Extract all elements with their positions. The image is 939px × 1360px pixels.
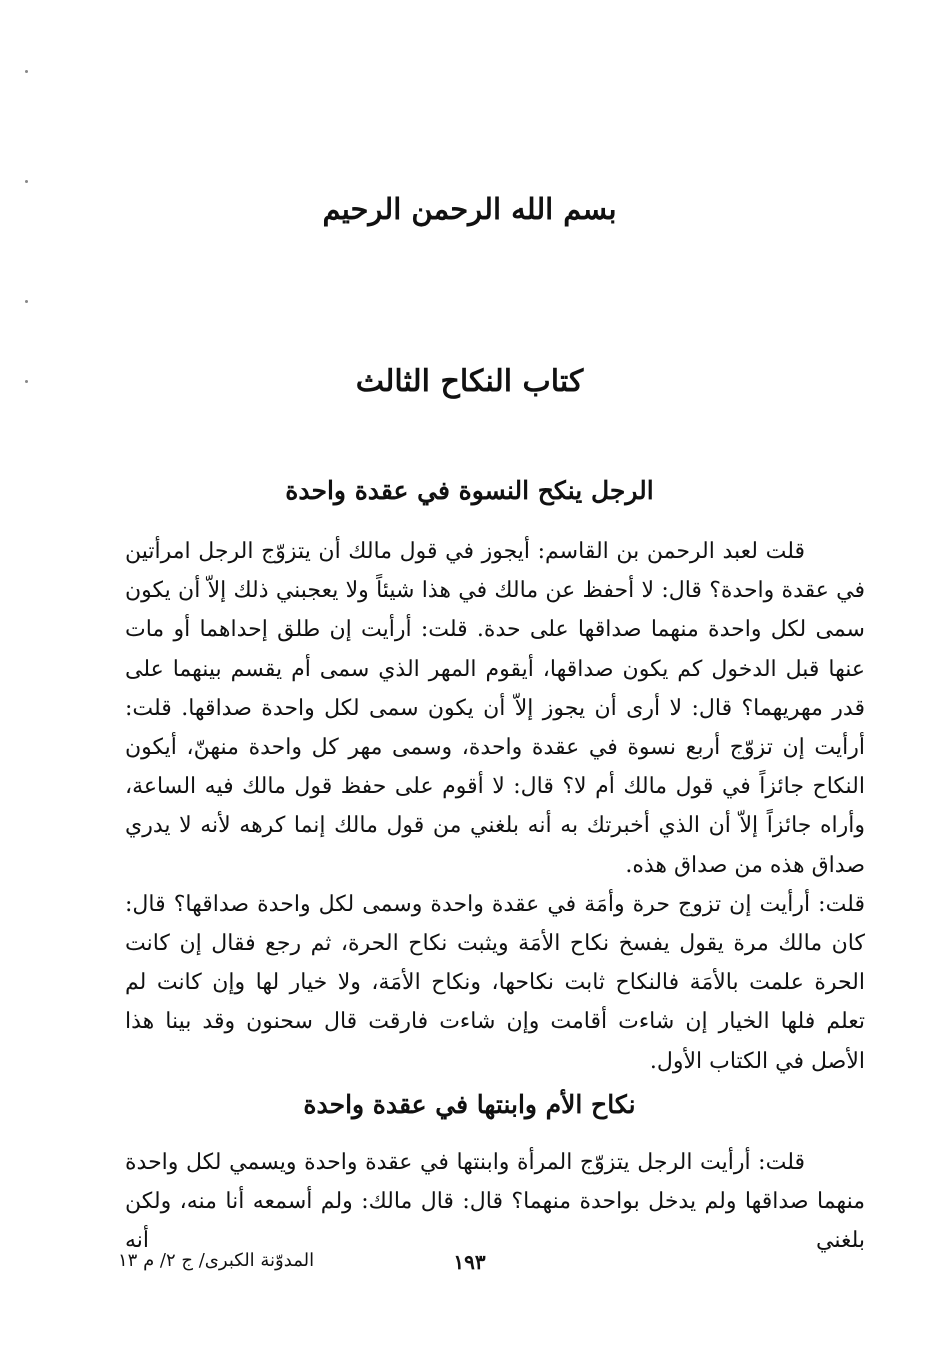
paragraph: قلت لعبد الرحمن بن القاسم: أيجوز في قول مالك أن يتزوّج الرجل امرأتين في عقدة واحدة؟ قال: لا أحفظ عن مالك في هذا شيئاً ولا يعجبني ذلك إلاّ أن يكون سمى لكل واحدة منهما صداقها على حدة. قلت: أرأيت إن طلق إحداهما أو مات عنها قبل الدخول كم يكون صداقها، أيقوم المهر الذي سمى أم يقسم بينهما على قدر مهريهما؟ قال: لا أرى أن يجوز إلاّ أن يكون سمى لكل واحدة صداقها. قلت: أرأيت إن تزوّج أربع نسوة في عقدة واحدة، وسمى مهر كل واحدة منهنّ، أيكون النكاح جائزاً في قول مالك أم لا؟ قال: لا أقوم على حفظ قول مالك فيه الساعة، وأراه جائزاً إلاّ أن الذي أخبرتك به أنه بلغني من قول مالك إنما كرهه لأنه لا يدري صداق هذه من صداق هذه. bbox=[125, 539, 865, 878]
paragraph: قلت: أرأيت الرجل يتزوّج المرأة وابنتها في عقدة واحدة ويسمي لكل واحدة منهما صداقها ولم يدخل بواحدة منهما؟ قال: قال مالك: ولم أسمعه أنا منه، ولكن بلغني أنه bbox=[125, 1150, 865, 1254]
section-heading: نكاح الأم وابنتها في عقدة واحدة bbox=[303, 1090, 636, 1119]
margin-marks bbox=[22, 70, 32, 390]
basmala-heading: بسم الله الرحمن الرحيم bbox=[322, 192, 617, 226]
paragraph: قلت: أرأيت إن تزوج حرة وأمَة في عقدة واحدة وسمى لكل واحدة صداقها؟ قال: كان مالك مرة يقول يفسخ نكاح الأمَة ويثبت نكاح الحرة، ثم رجع فقال إن كانت الحرة علمت بالأمَة فالنكاح ثابت نكاحها، ونكاح الأمَة، ولا خيار لها وإن كانت لم تعلم فلها الخيار إن شاءت أقامت وإن شاءت فارقت قال سحنون وقد بينا هذا الأصل في الكتاب الأول. bbox=[125, 891, 865, 1074]
book-signature: المدوّنة الكبرى/ ج ٢/ م ١٣ bbox=[118, 1250, 315, 1271]
section-body bbox=[125, 1143, 865, 1261]
page-number: ١٩٣ bbox=[453, 1250, 486, 1274]
page-footer bbox=[0, 1250, 939, 1282]
book-title: كتاب النكاح الثالث bbox=[355, 364, 584, 399]
section-heading: الرجل ينكح النسوة في عقدة واحدة bbox=[285, 476, 654, 505]
section-body bbox=[125, 532, 865, 1081]
